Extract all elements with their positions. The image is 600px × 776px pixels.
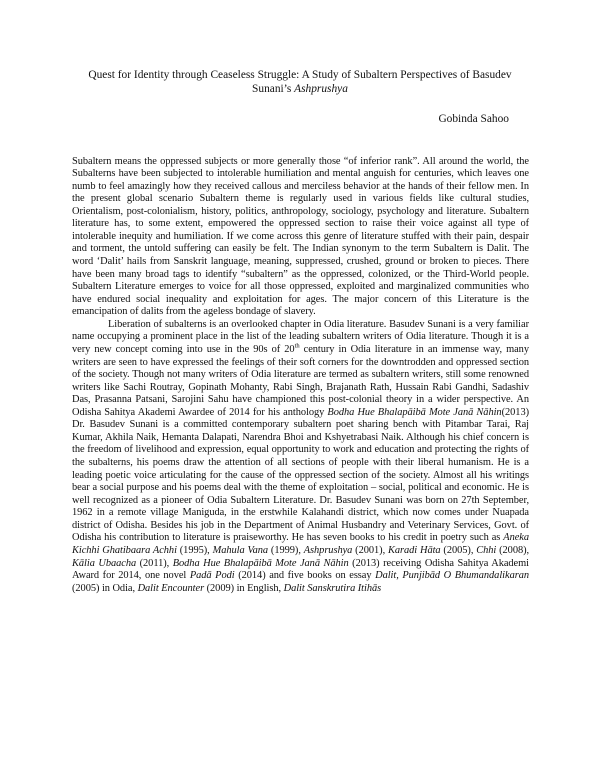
p2-text: (2008), <box>496 544 530 556</box>
book-title: Bodha Hue Bhalapāibā Mote Janā Nāhin <box>327 406 502 418</box>
paragraph-1: Subaltern means the oppressed subjects or more generally those “of inferior rank”. All around the world, the Subalterns have been subjected to intolerable humiliation and mental anguish for centuries, which leaves one numb to feel amazingly how they received callous and merciless behavior at the hands of their fellow men. In the present global scenario Subaltern theme is regularly used in various fields like cultural studies, Orientalism, post-colonialism, history, politics, anthropology, sociology, psychology and literature. Subaltern literature has, to some extent, empowered the oppressed section to raise their voice against all type of intolerable inequity and humiliation. If we come across this genre of literature stuffed with their pain, despair and torment, the untold suffering can easily be felt. The Indian synonym to the term Subaltern is Dalit. The word ‘Dalit’ hails from Sanskrit language, meaning, suppressed, crushed, ground or broken to pieces. There have been many broad tags to identify “subaltern” as the oppressed, colonized, or the Third-World people. Subaltern Literature emerges to voice for all those oppressed, exploited and marginalized communities who have endured social inequality and exploitation for ages. The major concern of this Literature is the emancipation of dalits from the ageless bondage of slavery. <box>72 155 529 318</box>
p2-text: (1999), <box>268 544 304 556</box>
p2-text: Liberation of subalterns is an overlooked chapter in Odia literature. Basudev Sunani is a very familiar name occupying a prominent place in the list of the leading subaltern writers of Odia literature. Though it is a very new concept coming into use in the 90s of 20 <box>72 318 529 355</box>
book-title: Mahula Vana <box>212 544 269 556</box>
book-title: Ashprushya <box>303 544 353 556</box>
book-title: Dalit Encounter <box>137 582 205 594</box>
book-title: Karadi Hāta <box>387 544 441 556</box>
p2-text: century in Odia literature in an immense way, many writers are seen to have expressed the feelings of their soft corners for the downtrodden and oppressed section of the society. Though not many writers of Odia literature are termed as subaltern writers, still some renowned writers like Sachi Routray, Gopinath Mohanty, Rabi Singh, Brajanath Rath, Hussain Rabi Gandhi, Sadashiv Das, Prasanna Patsani, Sarojini Sahu have championed this post-colonial theory in a wider perspective. An Odisha Sahitya Akademi Awardee of 2014 for his anthology <box>72 343 529 418</box>
p2-text: (2005) in Odia, <box>72 582 138 594</box>
ordinal-superscript: th <box>294 342 300 350</box>
p2-text: (2009) in English, <box>204 582 284 594</box>
paragraph-2 <box>72 319 529 595</box>
p2-text: (2001), <box>352 544 388 556</box>
book-title: Bodha Hue Bhalapāibā Mote Janā Nāhin <box>172 557 349 569</box>
p2-text: (2013) receiving Odisha Sahitya Akademi Award for 2014, one novel <box>72 557 529 582</box>
book-title: Kālia Ubaacha <box>72 557 137 569</box>
title-prefix: Sunani’s <box>252 82 295 95</box>
p2-text: (2014) and five books on essay <box>234 570 376 582</box>
body-text <box>72 156 529 596</box>
title-italic: Ashprushya <box>294 82 348 95</box>
title-line-1: Quest for Identity through Ceaseless Struggle: A Study of Subaltern Perspectives of Basudev <box>88 69 512 81</box>
p2-text: (2013) Dr. Basudev Sunani is a committed contemporary subaltern poet sharing bench with Pitambar Tarai, Raj Kumar, Akhila Naik, Hemanta Dalapati, Narendra Bhoi and Kshyetrabasi Naik. Although his chief concern is the freedom of livelihood and expression, equal opportunity to work and education and protecting the rights of the subalterns, his poems draw the attention of all sections of people with their liberal humanism. He is a leading poetic voice articulating for the cause of the oppressed section of the society. Almost all his writings bear a social purpose and his poems deal with the theme of exploitation – social, political and economic. He is well recognized as a pioneer of Odia Subaltern Literature. Dr. Basudev Sunani was born on 27th September, 1962 in a remote village Maniguda, in the erstwhile Kalahandi district, which now comes under Nuapada district of Odisha. Besides his job in the Department of Animal Husbandry and Veterinary Services, Govt. of Odisha his contribution to literature is praiseworthy. He has seven books to his credit in poetry such as <box>72 406 529 544</box>
book-title: Padā Podi <box>189 570 235 582</box>
paper-title <box>40 69 560 96</box>
book-title: Dalit Sanskrutira Itihās <box>283 582 382 594</box>
book-title: Aneka Kichhi Ghatibaara Achhi <box>72 532 529 556</box>
author-name: Gobinda Sahoo <box>438 113 509 125</box>
title-line-2 <box>40 83 560 97</box>
p2-text: (2005), <box>440 544 477 556</box>
book-title: Chhi <box>476 544 497 556</box>
p2-text: (2011), <box>136 557 173 569</box>
book-title: Dalit, Punjibād O Bhumandalikaran <box>375 570 529 582</box>
p2-text: (1995), <box>176 544 213 556</box>
